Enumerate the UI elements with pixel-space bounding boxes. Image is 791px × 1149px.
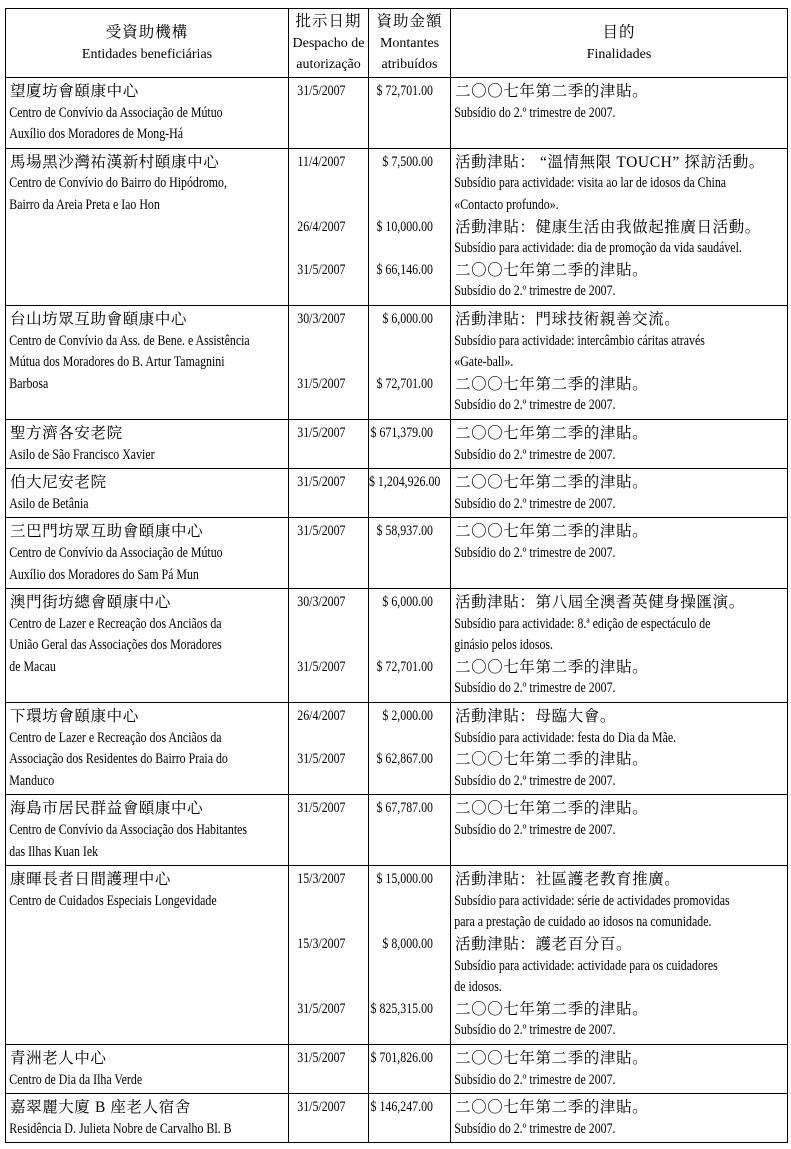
entry-date-block	[289, 472, 368, 515]
text-line: Centro de Cuidados Especiais Longevidade	[9, 892, 217, 909]
table-row	[6, 419, 788, 468]
authorization-date: 31/5/2007	[297, 375, 346, 392]
authorization-date: 31/5/2007	[297, 474, 346, 491]
attributed-amount: $ 15,000.00	[376, 871, 433, 888]
purpose-cell	[451, 305, 788, 419]
table-row	[6, 1045, 788, 1094]
text-line: 二〇〇七年第二季的津貼。	[455, 1000, 649, 1018]
date-cell	[289, 78, 369, 149]
text-line: Associação dos Residentes do Bairro Praia do	[9, 751, 228, 768]
date-cell	[289, 703, 369, 795]
attributed-amount: $ 6,000.00	[382, 310, 433, 327]
amount-cell	[369, 1094, 451, 1143]
table-row	[6, 589, 788, 703]
entity-cell	[6, 419, 289, 468]
entity-cell	[6, 305, 289, 419]
authorization-date: 30/3/2007	[297, 594, 346, 611]
text-line: Subsídio para actividade: 8.ª edição de espectáculo de	[454, 615, 711, 632]
col-header-entity	[6, 9, 289, 78]
text-line: 二〇〇七年第二季的津貼。	[455, 83, 649, 100]
text-line: 海島市居民群益會頤康中心	[10, 800, 204, 818]
text-line: das Ilhas Kuan Iek	[9, 843, 99, 860]
text-line: 二〇〇七年第二季的津貼。	[455, 751, 649, 769]
entry-amount-block	[369, 869, 450, 934]
authorization-date: 26/4/2007	[297, 708, 346, 725]
text-line: Mútua dos Moradores do B. Artur Tamagnini	[9, 354, 225, 371]
entry-date-block	[289, 374, 368, 417]
subsidy-table	[5, 8, 788, 1143]
col-header-entity-pt: Entidades beneficiárias	[81, 46, 213, 62]
text-line: de Macau	[9, 658, 56, 675]
text-line: 澳門街坊總會頤康中心	[10, 594, 172, 612]
amount-cell	[369, 469, 451, 518]
entry-amount-block	[369, 309, 450, 374]
authorization-date: 30/3/2007	[297, 310, 346, 327]
text-line: Asilo de Betânia	[9, 495, 89, 512]
text-line: 望廈坊會頤康中心	[10, 83, 139, 100]
entity-cell	[6, 866, 289, 1045]
text-line: Subsídio para actividade: intercâmbio cáritas através	[454, 332, 705, 349]
amount-cell	[369, 419, 451, 468]
text-line: 二〇〇七年第二季的津貼。	[455, 1050, 649, 1068]
entity-cell	[6, 469, 289, 518]
entry-amount-block	[369, 1097, 450, 1140]
text-line: Centro de Lazer e Recreação dos Anciãos da	[9, 615, 222, 632]
entry-amount-block	[369, 1048, 450, 1091]
date-cell	[289, 148, 369, 305]
authorization-date: 31/5/2007	[297, 261, 346, 278]
text-line: Centro de Convívio da Associação de Mútuo	[9, 544, 223, 561]
text-line: 活動津貼：母臨大會。	[455, 708, 617, 726]
text-line: Residência D. Julieta Nobre de Carvalho Bl. B	[9, 1120, 232, 1137]
date-cell	[289, 518, 369, 589]
entity-cell	[6, 703, 289, 795]
amount-cell	[369, 589, 451, 703]
entry-amount-block	[369, 521, 450, 564]
text-line: União Geral das Associações dos Moradores	[9, 637, 222, 654]
authorization-date: 31/5/2007	[297, 658, 346, 675]
text-line: Subsídio do 2.º trimestre de 2007.	[454, 495, 616, 512]
amount-cell	[369, 518, 451, 589]
text-line: Subsídio para actividade: série de actividades promovidas	[454, 892, 730, 909]
text-line: para a prestação de cuidado ao idosos na comunidade.	[454, 914, 712, 931]
entry-amount-block	[369, 374, 450, 417]
purpose-cell	[451, 78, 788, 149]
attributed-amount: $ 8,000.00	[382, 936, 433, 953]
purpose-cell	[451, 589, 788, 703]
entry-amount-block	[369, 152, 450, 217]
text-line: Subsídio para actividade: visita ao lar de idosos da China	[454, 175, 727, 192]
attributed-amount: $ 6,000.00	[382, 594, 433, 611]
date-cell	[289, 1045, 369, 1094]
text-line: 聖方濟各安老院	[10, 424, 123, 442]
col-header-purpose	[451, 9, 788, 78]
text-line: Subsídio do 2.º trimestre de 2007.	[454, 544, 616, 561]
text-line: Subsídio do 2.º trimestre de 2007.	[454, 772, 616, 789]
text-line: 嘉翠麗大廈 B 座老人宿舍	[10, 1099, 191, 1117]
entry-date-block	[289, 592, 368, 657]
entry-date-block	[289, 657, 368, 700]
text-line: 活動津貼：社區護老教育推廣。	[455, 871, 681, 889]
entry-amount-block	[369, 798, 450, 841]
text-line: Barbosa	[9, 375, 49, 392]
attributed-amount: $ 701,826.00	[370, 1050, 433, 1067]
amount-cell	[369, 703, 451, 795]
attributed-amount: $ 671,379.00	[370, 424, 433, 441]
purpose-cell	[451, 795, 788, 866]
amount-cell	[369, 305, 451, 419]
entry-date-block	[289, 423, 368, 466]
amount-cell	[369, 1045, 451, 1094]
purpose-cell	[451, 469, 788, 518]
text-line: Subsídio para actividade: dia de promoção da vida saudável.	[454, 240, 742, 257]
text-line: Asilo de São Francisco Xavier	[9, 446, 155, 463]
col-header-date-pt: Despacho de autorização	[292, 36, 365, 72]
date-cell	[289, 866, 369, 1045]
attributed-amount: $ 10,000.00	[376, 218, 433, 235]
attributed-amount: $ 7,500.00	[382, 153, 433, 170]
col-header-amount	[369, 9, 451, 78]
text-line: Centro de Dia da Ilha Verde	[9, 1071, 143, 1088]
text-line: 二〇〇七年第二季的津貼。	[455, 1099, 649, 1117]
entry-amount-block	[369, 592, 450, 657]
authorization-date: 31/5/2007	[297, 424, 346, 441]
entry-date-block	[289, 152, 368, 217]
table-row	[6, 1094, 788, 1143]
text-line: 二〇〇七年第二季的津貼。	[455, 375, 649, 393]
entry-amount-block	[369, 749, 450, 792]
amount-cell	[369, 795, 451, 866]
attributed-amount: $ 2,000.00	[382, 708, 433, 725]
text-line: 二〇〇七年第二季的津貼。	[455, 800, 649, 818]
table-row	[6, 78, 788, 149]
purpose-cell	[451, 148, 788, 305]
entry-date-block	[289, 934, 368, 999]
text-line: de idosos.	[454, 979, 502, 996]
entity-cell	[6, 589, 289, 703]
text-line: Subsídio do 2.º trimestre de 2007.	[454, 680, 616, 697]
text-line: Subsídio do 2.º trimestre de 2007.	[454, 446, 616, 463]
authorization-date: 31/5/2007	[297, 1099, 346, 1116]
authorization-date: 31/5/2007	[297, 1050, 346, 1067]
text-line: Subsídio do 2.º trimestre de 2007.	[454, 397, 616, 414]
entry-date-block	[289, 260, 368, 303]
col-header-amount-zh: 資助金額	[376, 13, 443, 30]
col-header-amount-pt: Montantes atribuídos	[379, 36, 440, 72]
authorization-date: 26/4/2007	[297, 218, 346, 235]
col-header-purpose-zh: 目的	[602, 23, 636, 41]
col-header-date-zh: 批示日期	[295, 13, 362, 30]
authorization-date: 11/4/2007	[297, 153, 346, 170]
text-line: Centro de Lazer e Recreação dos Anciãos da	[9, 729, 222, 746]
table-row	[6, 469, 788, 518]
entry-date-block	[289, 521, 368, 564]
purpose-cell	[451, 1094, 788, 1143]
text-line: 馬場黑沙灣祐漢新村頤康中心	[10, 153, 220, 171]
attributed-amount: $ 72,701.00	[376, 658, 433, 675]
attributed-amount: $ 67,787.00	[376, 800, 433, 817]
text-line: 二〇〇七年第二季的津貼。	[455, 474, 649, 492]
text-line: Subsídio do 2.º trimestre de 2007.	[454, 1022, 616, 1039]
table-row	[6, 518, 788, 589]
col-header-purpose-pt: Finalidades	[586, 46, 652, 62]
text-line: 台山坊眾互助會頤康中心	[10, 310, 188, 328]
purpose-cell	[451, 419, 788, 468]
attributed-amount: $ 58,937.00	[376, 523, 433, 540]
text-line: Subsídio para actividade: festa do Dia da Mãe.	[454, 729, 677, 746]
date-cell	[289, 589, 369, 703]
text-line: 下環坊會頤康中心	[10, 708, 139, 726]
table-row	[6, 703, 788, 795]
text-line: 活動津貼：護老百分百。	[455, 936, 633, 954]
entry-date-block	[289, 217, 368, 260]
entry-date-block	[289, 706, 368, 749]
authorization-date: 15/3/2007	[297, 936, 346, 953]
authorization-date: 31/5/2007	[297, 800, 346, 817]
entry-amount-block	[369, 934, 450, 999]
text-line: 活動津貼：健康生活由我做起推廣日活動。	[455, 218, 761, 236]
purpose-cell	[451, 866, 788, 1045]
purpose-cell	[451, 1045, 788, 1094]
text-line: Subsídio do 2.º trimestre de 2007.	[454, 104, 616, 121]
attributed-amount: $ 146,247.00	[370, 1099, 433, 1116]
date-cell	[289, 305, 369, 419]
entity-cell	[6, 1094, 289, 1143]
entry-date-block	[289, 999, 368, 1042]
text-line: Bairro da Areia Preta e Iao Hon	[9, 196, 160, 213]
purpose-cell	[451, 703, 788, 795]
attributed-amount: $ 62,867.00	[376, 751, 433, 768]
attributed-amount: $ 1,204,926.00	[369, 474, 441, 491]
date-cell	[289, 469, 369, 518]
entry-amount-block	[369, 81, 450, 124]
text-line: Subsídio do 2.º trimestre de 2007.	[454, 283, 616, 300]
date-cell	[289, 419, 369, 468]
entry-amount-block	[369, 423, 450, 466]
text-line: 康暉長者日間護理中心	[10, 871, 172, 889]
table-row	[6, 305, 788, 419]
text-line: 青洲老人中心	[10, 1050, 107, 1068]
entry-date-block	[289, 1048, 368, 1091]
entity-cell	[6, 518, 289, 589]
text-line: Auxílio dos Moradores de Mong-Há	[9, 126, 183, 143]
col-header-entity-zh: 受資助機構	[105, 23, 189, 41]
text-line: Subsídio do 2.º trimestre de 2007.	[454, 1071, 616, 1088]
text-line: Centro de Convívio da Ass. de Bene. e Assistência	[9, 332, 250, 349]
entity-cell	[6, 78, 289, 149]
col-header-date	[289, 9, 369, 78]
authorization-date: 31/5/2007	[297, 751, 346, 768]
text-line: Manduco	[9, 772, 55, 789]
table-row	[6, 866, 788, 1045]
date-cell	[289, 795, 369, 866]
text-line: ginásio pelos idosos.	[454, 637, 554, 654]
amount-cell	[369, 148, 451, 305]
text-line: Subsídio do 2.º trimestre de 2007.	[454, 1120, 616, 1137]
authorization-date: 31/5/2007	[297, 523, 346, 540]
entry-amount-block	[369, 217, 450, 260]
entry-date-block	[289, 798, 368, 841]
entry-amount-block	[369, 472, 450, 515]
text-line: Subsídio para actividade: actividade para os cuidadores	[454, 957, 718, 974]
attributed-amount: $ 72,701.00	[376, 83, 433, 99]
entry-amount-block	[369, 657, 450, 700]
text-line: 二〇〇七年第二季的津貼。	[455, 424, 649, 442]
table-row	[6, 148, 788, 305]
text-line: 二〇〇七年第二季的津貼。	[455, 523, 649, 541]
entry-date-block	[289, 869, 368, 934]
entity-cell	[6, 148, 289, 305]
attributed-amount: $ 72,701.00	[376, 375, 433, 392]
date-cell	[289, 1094, 369, 1143]
text-line: Subsídio do 2.º trimestre de 2007.	[454, 822, 616, 839]
text-line: 伯大尼安老院	[10, 474, 107, 492]
amount-cell	[369, 78, 451, 149]
text-line: Centro de Convívio da Associação dos Habitantes	[9, 822, 248, 839]
purpose-cell	[451, 518, 788, 589]
entry-date-block	[289, 749, 368, 792]
entry-date-block	[289, 81, 368, 124]
authorization-date: 31/5/2007	[297, 1000, 346, 1017]
authorization-date: 15/3/2007	[297, 871, 346, 888]
text-line: «Contacto profundo».	[454, 196, 559, 213]
attributed-amount: $ 825,315.00	[370, 1000, 433, 1017]
entry-date-block	[289, 1097, 368, 1140]
entry-amount-block	[369, 706, 450, 749]
header-row	[6, 9, 788, 78]
authorization-date: 31/5/2007	[297, 83, 346, 99]
text-line: Centro de Convívio da Associação de Mútuo	[9, 104, 223, 121]
table-row	[6, 795, 788, 866]
text-line: 活動津貼：門球技術親善交流。	[455, 310, 681, 328]
amount-cell	[369, 866, 451, 1045]
attributed-amount: $ 66,146.00	[376, 261, 433, 278]
entity-cell	[6, 795, 289, 866]
entity-cell	[6, 1045, 289, 1094]
text-line: 活動津貼： “溫情無限 TOUCH” 探訪活動。	[455, 153, 765, 171]
text-line: Auxílio dos Moradores do Sam Pá Mun	[9, 566, 199, 583]
entry-amount-block	[369, 999, 450, 1042]
text-line: 三巴門坊眾互助會頤康中心	[10, 523, 204, 541]
text-line: «Gate-ball».	[454, 354, 514, 371]
text-line: Centro de Convívio do Bairro do Hipódromo,	[9, 175, 227, 192]
text-line: 二〇〇七年第二季的津貼。	[455, 261, 649, 279]
text-line: 二〇〇七年第二季的津貼。	[455, 658, 649, 676]
entry-date-block	[289, 309, 368, 374]
entry-amount-block	[369, 260, 450, 303]
text-line: 活動津貼：第八屆全澳耆英健身操匯演。	[455, 594, 745, 612]
